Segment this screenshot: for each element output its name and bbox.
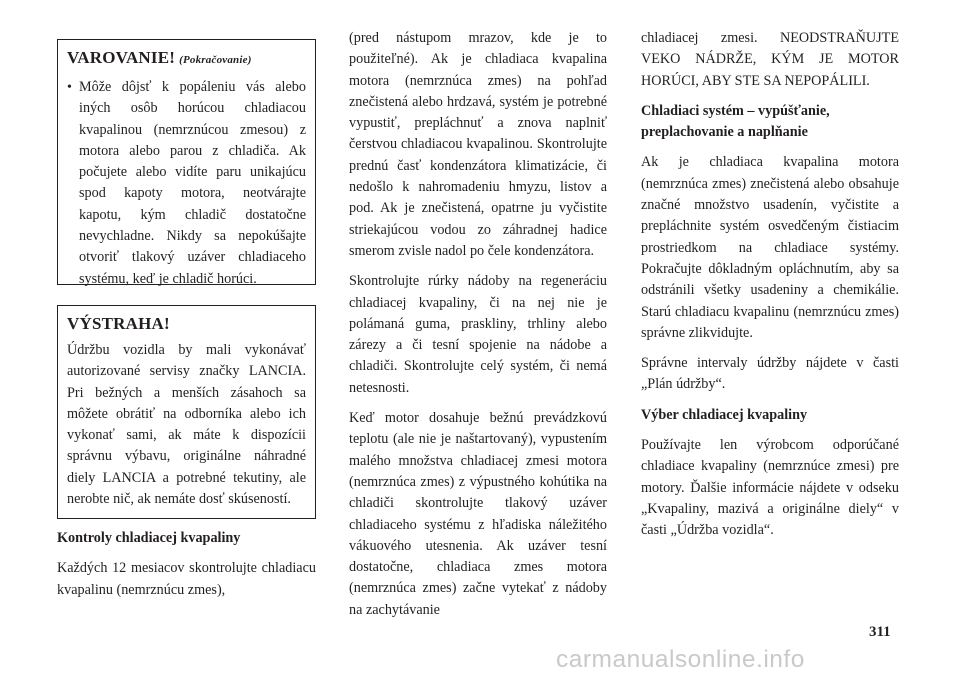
warning-title xyxy=(67,47,306,71)
paragraph: Každých 12 mesiacov skontrolujte chladiacu kvapalinu (nemrznúcu zmes), xyxy=(57,560,316,598)
column-middle xyxy=(349,28,607,621)
section-heading-coolant-checks: Kontroly chladiacej kvapaliny xyxy=(57,530,241,546)
paragraph: (pred nástupom mrazov, kde je to použiteľné). Ak je chladiaca kvapalina motora (nemrznúca zmes) na pohľad znečistená alebo hrdzavá, systém je potrebné vypustiť, prepláchnuť a znova naplniť čerstvou chladiacou kvapalinou. Skontrolujte prednú časť kondenzátora klimatizácie, či nedošlo k nahromadeniu hmyzu, listov a pod. Ak je znečistená, opatrne ju vyčistite striekajúcou vodou zo záhradnej hadice smerom zvisle nadol po čele kondenzátora. xyxy=(349,30,607,259)
caution-title: VÝSTRAHA! xyxy=(67,314,170,333)
page-number: 311 xyxy=(869,624,891,640)
warning-box xyxy=(57,39,316,285)
warning-subtitle: (Pokračovanie) xyxy=(179,54,252,66)
section-heading-cooling-system: Chladiaci systém – vypúšťanie, preplachovanie a naplňanie xyxy=(641,102,830,141)
section-heading-coolant-selection: Výber chladiacej kvapaliny xyxy=(641,406,808,423)
paragraph: Keď motor dosahuje bežnú prevádzkovú teplotu (ale nie je naštartovaný), vypustením malého množstva chladiacej zmesi motora (nemrznúca zmes) z výpustného kohútika na chladiči skontrolujte tlakový uzáver chladiaceho systému z hľadiska náležitého vákuového utesnenia. Ak uzáver tesní dostatočne, chladiaca zmes motora (nemrznúca zmes) začne vytekať z nádoby na zachytávanie xyxy=(349,410,607,618)
paragraph: chladiacej zmesi. NEODSTRAŇUJTE VEKO NÁDRŽE, KÝM JE MOTOR HORÚCI, ABY STE SA NEPOPÁLILI. xyxy=(641,30,899,89)
caution-box xyxy=(57,305,316,519)
bullet-icon: • xyxy=(67,80,72,95)
watermark: carmanualsonline.info xyxy=(556,646,805,673)
warning-title-text: VAROVANIE! xyxy=(67,48,176,67)
caution-text: Údržbu vozidla by mali vykonávať autorizované servisy značky LANCIA. Pri bežných a menších zásahoch sa môžete obrátiť na odborníka alebo ich vykonať sami, ak máte k dispozícii správnu výbavu, originálne náhradné diely LANCIA a potrebné tekutiny, ale nerobte nič, ak nemáte dosť skúseností. xyxy=(67,342,306,508)
paragraph: Ak je chladiaca kvapalina motora (nemrznúca zmes) znečistená alebo obsahuje značné množstvo usadenín, vyčistite a prepláchnite systém osvedčeným čistiacim prostriedkom na chladiace systémy. Pokračujte dôkladným opláchnutím, aby sa odstránili všetky usadeniny a chemikálie. Starú chladiacu kvapalinu (nemrznúcu zmes) správne zlikvidujte. xyxy=(641,154,899,341)
warning-text: Môže dôjsť k popáleniu vás alebo iných osôb horúcou chladiacou kvapalinou (nemrznúcou zmesou) z motora alebo parou z chladiča. Ak počujete alebo vidíte paru unikajúcu spod kapoty motora, neotvárajte kapotu, kým chladič dostatočne nevychladne. Nikdy sa nepokúšajte otvoriť tlakový uzáver chladiaceho systému, keď je chladič horúci. xyxy=(79,79,306,287)
column-left xyxy=(57,28,316,601)
paragraph: Správne intervaly údržby nájdete v časti „Plán údržby“. xyxy=(641,355,899,393)
paragraph: Skontrolujte rúrky nádoby na regeneráciu chladiacej kvapaliny, či na nej nie je polámaná guma, praskliny, trhliny alebo zárezy a či tesní spojenie na nádobe a chladiči. Skontrolujte celý systém, či nemá netesnosti. xyxy=(349,273,607,396)
column-right xyxy=(641,28,899,542)
warning-bullet-item xyxy=(67,77,306,290)
paragraph: Používajte len výrobcom odporúčané chladiace kvapaliny (nemrznúce zmesi) pre motory. Ďalšie informácie nájdete v odseku „Kvapaliny, mazivá a originálne diely“ v časti „Údržba vozidla“. xyxy=(641,437,899,539)
